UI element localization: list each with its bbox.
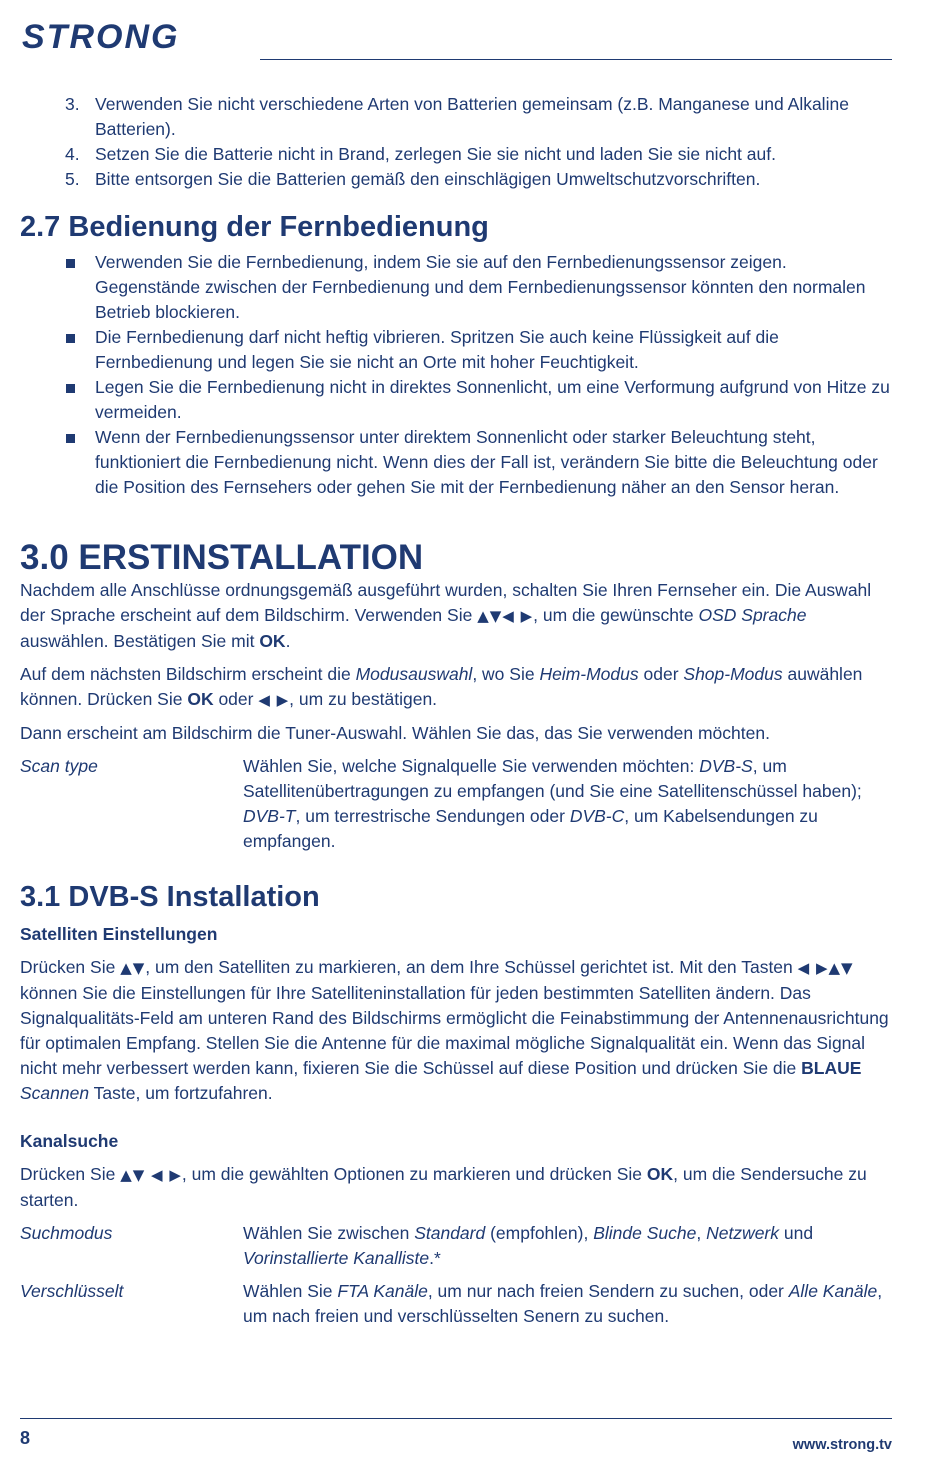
definition-row	[20, 1221, 892, 1271]
paragraph: Nachdem alle Anschlüsse ordnungsgemäß ausgeführt wurden, schalten Sie Ihren Fernseher ein. Die Auswahl der Sprache erscheint auf dem Bildschirm. Verwenden Sie ▲▼◀ ▶, um die gewünschte OSD Sprache auswählen. Bestätigen Sie mit OK.	[20, 580, 872, 651]
remote-usage-list	[20, 250, 892, 500]
subheading-channel-search: Kanalsuche	[20, 1131, 119, 1151]
bullet-square-icon	[66, 334, 75, 343]
section-heading-2-7: 2.7 Bedienung der Fernbedienung	[20, 211, 489, 243]
bullet-square-icon	[66, 434, 75, 443]
paragraph: Auf dem nächsten Bildschirm erscheint die Modusauswahl, wo Sie Heim-Modus oder Shop-Modus auwählen können. Drücken Sie OK oder ◀ ▶, um zu bestätigen.	[20, 664, 863, 709]
definition-term: Verschlüsselt	[20, 1281, 124, 1301]
battery-list	[20, 92, 892, 192]
definition-desc: Wählen Sie zwischen Standard (empfohlen), Blinde Suche, Netzwerk und Vorinstallierte Kanalliste.*	[243, 1223, 814, 1268]
arrow-keys-icon: ▲▼ ◀ ▶	[120, 1166, 182, 1184]
definition-row	[20, 1279, 892, 1329]
arrow-keys-icon: ▲▼◀ ▶	[477, 607, 534, 625]
arrow-keys-icon: ▲▼	[120, 959, 146, 977]
section-heading-3-0: 3.0 ERSTINSTALLATION	[20, 538, 424, 577]
svg-text:STRONG: STRONG	[22, 18, 180, 56]
bullet-square-icon	[66, 259, 75, 268]
list-item: 4. Setzen Sie die Batterie nicht in Brand, zerlegen Sie sie nicht und laden Sie sie nicht auf.	[65, 144, 776, 164]
arrow-keys-icon: ◀ ▶	[258, 691, 290, 709]
list-item: Legen Sie die Fernbedienung nicht in direktes Sonnenlicht, um eine Verformung aufgrund von Hitze zu vermeiden.	[20, 375, 892, 425]
definition-term: Suchmodus	[20, 1223, 113, 1243]
strong-logo	[20, 12, 226, 56]
section-heading-3-1: 3.1 DVB-S Installation	[20, 881, 320, 913]
arrow-keys-icon: ◀ ▶▲▼	[797, 959, 854, 977]
paragraph: Dann erscheint am Bildschirm die Tuner-Auswahl. Wählen Sie das, das Sie verwenden möchten.	[20, 723, 770, 743]
website-link[interactable]: www.strong.tv	[792, 1437, 892, 1453]
list-item: 3. Verwenden Sie nicht verschiedene Arten von Batterien gemeinsam (z.B. Manganese und Alkaline Batterien).	[65, 94, 849, 139]
definition-desc: Wählen Sie FTA Kanäle, um nur nach freien Sendern zu suchen, oder Alle Kanäle, um nach freien und verschlüsselten Senern zu suchen.	[243, 1281, 883, 1326]
footer-divider	[20, 1418, 892, 1419]
list-item: Die Fernbedienung darf nicht heftig vibrieren. Spritzen Sie auch keine Flüssigkeit auf die Fernbedienung und legen Sie sie nicht an Orte mit hoher Feuchtigkeit.	[20, 325, 892, 375]
list-item: Verwenden Sie die Fernbedienung, indem Sie sie auf den Fernbedienungssensor zeigen. Gegenstände zwischen der Fernbedienung und dem Fernbedienungssensor könnten den normalen Betrieb blockieren.	[20, 250, 892, 325]
bullet-square-icon	[66, 384, 75, 393]
header-divider	[260, 59, 892, 60]
list-item: Wenn der Fernbedienungssensor unter direktem Sonnenlicht oder starker Beleuchtung steht, funktioniert die Fernbedienung nicht. Wenn dies der Fall ist, verändern Sie bitte die Beleuchtung oder die Position des Fernsehers oder gehen Sie mit der Fernbedienung näher an den Sensor heran.	[20, 425, 892, 500]
subheading-satellite-settings: Satelliten Einstellungen	[20, 924, 218, 944]
definition-term: Scan type	[20, 756, 98, 776]
paragraph: Drücken Sie ▲▼ ◀ ▶, um die gewählten Optionen zu markieren und drücken Sie OK, um die Sendersuche zu starten.	[20, 1164, 867, 1210]
list-item: 5. Bitte entsorgen Sie die Batterien gemäß den einschlägigen Umweltschutzvorschriften.	[65, 169, 761, 189]
page-content	[20, 92, 892, 1329]
definition-row	[20, 754, 892, 854]
paragraph: Drücken Sie ▲▼, um den Satelliten zu markieren, an dem Ihre Schüssel gerichtet ist. Mit den Tasten ◀ ▶▲▼ können Sie die Einstellungen für Ihre Satelliteninstallation für jeden bestimmten Satelliten ändern. Das Signalqualitäts-Feld am unteren Rand des Bildschirms ermöglicht die Feinabstimmung der Antennenausrichtung für optimalen Empfang. Stellen Sie die Antenne für die maximal mögliche Signalqualität ein. Wenn das Signal nicht mehr verbessert werden kann, fixieren Sie die Schüssel auf diese Position und drücken Sie die BLAUE Scannen Taste, um fortzufahren.	[20, 957, 889, 1103]
definition-desc: Wählen Sie, welche Signalquelle Sie verwenden möchten: DVB-S, um Satellitenübertragungen zu empfangen (und Sie eine Satellitenschüssel haben); DVB-T, um terrestrische Sendungen oder DVB-C, um Kabelsendungen zu empfangen.	[243, 756, 862, 851]
page-number: 8	[20, 1428, 31, 1448]
